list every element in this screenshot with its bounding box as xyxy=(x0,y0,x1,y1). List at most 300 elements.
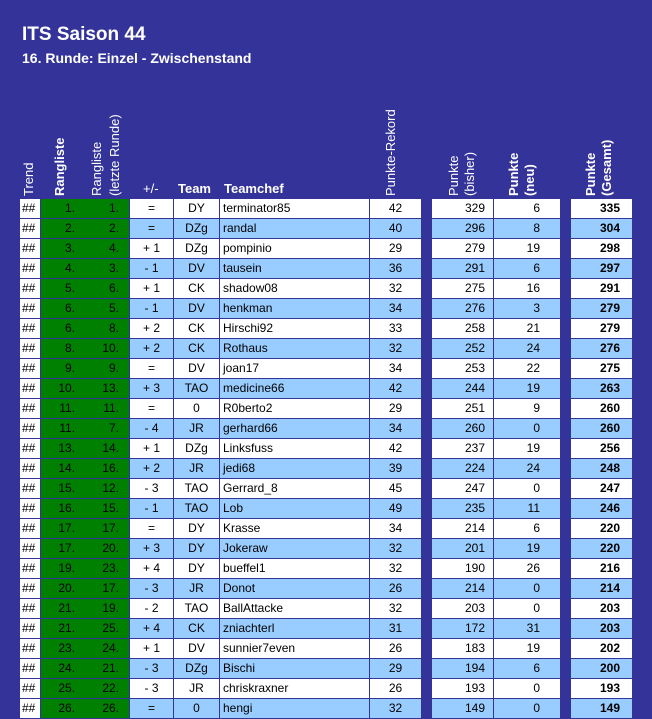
cell-bisher: 194 xyxy=(432,659,493,678)
cell-bisher: 214 xyxy=(432,519,493,538)
cell-trend: ## xyxy=(20,419,40,438)
table-row xyxy=(0,559,652,579)
cell-rank: 13. xyxy=(41,439,83,458)
table-row xyxy=(0,619,652,639)
cell-pm: - 3 xyxy=(130,479,173,498)
cell-prev: 14. xyxy=(83,439,129,458)
cell-rekord: 26 xyxy=(370,639,421,658)
table-row xyxy=(0,659,652,679)
cell-rekord: 32 xyxy=(370,699,421,718)
header-gesamt-1: Punkte xyxy=(583,152,598,196)
cell-team: TAO xyxy=(174,599,219,618)
cell-neu: 9 xyxy=(494,399,560,418)
cell-rank: 24. xyxy=(41,659,83,678)
cell-rank: 21. xyxy=(41,599,83,618)
cell-prev: 5. xyxy=(83,299,129,318)
header-rangliste: Rangliste xyxy=(52,137,67,196)
cell-trend: ## xyxy=(20,519,40,538)
cell-gesamt: 202 xyxy=(571,639,632,658)
cell-pm: + 4 xyxy=(130,619,173,638)
cell-prev: 19. xyxy=(83,599,129,618)
table-row xyxy=(0,319,652,339)
cell-neu: 0 xyxy=(494,579,560,598)
cell-rank: 23. xyxy=(41,639,83,658)
cell-bisher: 201 xyxy=(432,539,493,558)
table-row xyxy=(0,359,652,379)
table-row xyxy=(0,199,652,219)
cell-chef: sunnier7even xyxy=(220,639,369,658)
table-row xyxy=(0,539,652,559)
cell-prev: 17. xyxy=(83,519,129,538)
cell-trend: ## xyxy=(20,539,40,558)
header-bisher-2: (bisher) xyxy=(462,151,477,196)
table-row xyxy=(0,599,652,619)
cell-bisher: 172 xyxy=(432,619,493,638)
cell-trend: ## xyxy=(20,259,40,278)
cell-bisher: 190 xyxy=(432,559,493,578)
cell-team: CK xyxy=(174,339,219,358)
cell-gesamt: 279 xyxy=(571,299,632,318)
cell-team: TAO xyxy=(174,379,219,398)
cell-rank: 15. xyxy=(41,479,83,498)
cell-team: CK xyxy=(174,279,219,298)
cell-prev: 8. xyxy=(83,319,129,338)
cell-prev: 1. xyxy=(83,199,129,218)
cell-prev: 20. xyxy=(83,539,129,558)
cell-trend: ## xyxy=(20,619,40,638)
cell-bisher: 193 xyxy=(432,679,493,698)
cell-prev: 22. xyxy=(83,679,129,698)
cell-rank: 14. xyxy=(41,459,83,478)
cell-neu: 6 xyxy=(494,199,560,218)
cell-trend: ## xyxy=(20,699,40,718)
header-pm: +/- xyxy=(143,181,159,196)
cell-pm: + 4 xyxy=(130,559,173,578)
cell-team: DZg xyxy=(174,439,219,458)
cell-trend: ## xyxy=(20,199,40,218)
cell-gesamt: 335 xyxy=(571,199,632,218)
cell-pm: = xyxy=(130,399,173,418)
cell-chef: henkman xyxy=(220,299,369,318)
cell-gesamt: 216 xyxy=(571,559,632,578)
cell-rank: 16. xyxy=(41,499,83,518)
table-row xyxy=(0,259,652,279)
cell-neu: 0 xyxy=(494,599,560,618)
cell-rekord: 26 xyxy=(370,679,421,698)
cell-neu: 24 xyxy=(494,459,560,478)
cell-bisher: 237 xyxy=(432,439,493,458)
cell-rank: 17. xyxy=(41,519,83,538)
cell-trend: ## xyxy=(20,339,40,358)
cell-chef: Bischi xyxy=(220,659,369,678)
cell-gesamt: 193 xyxy=(571,679,632,698)
cell-gesamt: 203 xyxy=(571,619,632,638)
cell-gesamt: 248 xyxy=(571,459,632,478)
cell-team: CK xyxy=(174,319,219,338)
cell-prev: 4. xyxy=(83,239,129,258)
table-row xyxy=(0,639,652,659)
cell-trend: ## xyxy=(20,399,40,418)
cell-bisher: 258 xyxy=(432,319,493,338)
cell-pm: + 1 xyxy=(130,279,173,298)
cell-pm: + 1 xyxy=(130,239,173,258)
table-row xyxy=(0,219,652,239)
cell-chef: Jokeraw xyxy=(220,539,369,558)
cell-trend: ## xyxy=(20,499,40,518)
cell-rank: 19. xyxy=(41,559,83,578)
cell-pm: = xyxy=(130,199,173,218)
cell-rank: 3. xyxy=(41,239,83,258)
cell-chef: bueffel1 xyxy=(220,559,369,578)
cell-rank: 6. xyxy=(41,299,83,318)
cell-gesamt: 200 xyxy=(571,659,632,678)
cell-rekord: 34 xyxy=(370,359,421,378)
cell-chef: medicine66 xyxy=(220,379,369,398)
cell-rekord: 29 xyxy=(370,239,421,258)
table-row xyxy=(0,419,652,439)
cell-pm: - 3 xyxy=(130,579,173,598)
cell-pm: = xyxy=(130,359,173,378)
cell-gesamt: 291 xyxy=(571,279,632,298)
cell-team: DZg xyxy=(174,659,219,678)
cell-pm: - 3 xyxy=(130,659,173,678)
cell-neu: 11 xyxy=(494,499,560,518)
cell-chef: gerhard66 xyxy=(220,419,369,438)
cell-pm: - 1 xyxy=(130,259,173,278)
cell-neu: 26 xyxy=(494,559,560,578)
page-title: ITS Saison 44 xyxy=(22,24,146,45)
cell-chef: shadow08 xyxy=(220,279,369,298)
cell-prev: 15. xyxy=(83,499,129,518)
cell-pm: + 3 xyxy=(130,539,173,558)
cell-pm: = xyxy=(130,699,173,718)
cell-bisher: 296 xyxy=(432,219,493,238)
header-neu-2: (neu) xyxy=(522,164,537,196)
table-row xyxy=(0,579,652,599)
cell-pm: + 1 xyxy=(130,439,173,458)
cell-bisher: 291 xyxy=(432,259,493,278)
cell-pm: + 2 xyxy=(130,459,173,478)
cell-team: TAO xyxy=(174,499,219,518)
cell-trend: ## xyxy=(20,479,40,498)
cell-rekord: 49 xyxy=(370,499,421,518)
cell-bisher: 260 xyxy=(432,419,493,438)
cell-rekord: 34 xyxy=(370,419,421,438)
cell-bisher: 235 xyxy=(432,499,493,518)
cell-gesamt: 220 xyxy=(571,519,632,538)
cell-neu: 21 xyxy=(494,319,560,338)
header-neu-1: Punkte xyxy=(506,152,521,196)
cell-chef: pompinio xyxy=(220,239,369,258)
cell-gesamt: 276 xyxy=(571,339,632,358)
cell-rank: 26. xyxy=(41,699,83,718)
cell-pm: + 2 xyxy=(130,319,173,338)
cell-rekord: 32 xyxy=(370,339,421,358)
table-row xyxy=(0,479,652,499)
cell-rank: 4. xyxy=(41,259,83,278)
cell-team: DV xyxy=(174,299,219,318)
cell-bisher: 203 xyxy=(432,599,493,618)
cell-chef: Gerrard_8 xyxy=(220,479,369,498)
cell-neu: 19 xyxy=(494,539,560,558)
cell-team: JR xyxy=(174,419,219,438)
cell-bisher: 329 xyxy=(432,199,493,218)
cell-bisher: 244 xyxy=(432,379,493,398)
cell-team: TAO xyxy=(174,479,219,498)
cell-prev: 26. xyxy=(83,699,129,718)
cell-rekord: 32 xyxy=(370,539,421,558)
header-bisher-1: Punkte xyxy=(446,155,461,196)
cell-gesamt: 304 xyxy=(571,219,632,238)
cell-chef: BallAttacke xyxy=(220,599,369,618)
cell-trend: ## xyxy=(20,299,40,318)
table-row xyxy=(0,279,652,299)
cell-neu: 16 xyxy=(494,279,560,298)
cell-chef: Rothaus xyxy=(220,339,369,358)
cell-rank: 1. xyxy=(41,199,83,218)
cell-chef: Donot xyxy=(220,579,369,598)
cell-rekord: 32 xyxy=(370,599,421,618)
cell-rank: 25. xyxy=(41,679,83,698)
cell-bisher: 253 xyxy=(432,359,493,378)
cell-rekord: 42 xyxy=(370,199,421,218)
cell-trend: ## xyxy=(20,319,40,338)
cell-trend: ## xyxy=(20,239,40,258)
cell-chef: chriskraxner xyxy=(220,679,369,698)
cell-team: CK xyxy=(174,619,219,638)
cell-trend: ## xyxy=(20,219,40,238)
cell-rank: 10. xyxy=(41,379,83,398)
cell-chef: Hirschi92 xyxy=(220,319,369,338)
header-gesamt-2: (Gesamt) xyxy=(599,139,614,196)
cell-trend: ## xyxy=(20,599,40,618)
cell-pm: = xyxy=(130,219,173,238)
cell-gesamt: 256 xyxy=(571,439,632,458)
cell-gesamt: 260 xyxy=(571,399,632,418)
cell-gesamt: 260 xyxy=(571,419,632,438)
cell-pm: - 2 xyxy=(130,599,173,618)
cell-neu: 8 xyxy=(494,219,560,238)
cell-gesamt: 263 xyxy=(571,379,632,398)
cell-bisher: 183 xyxy=(432,639,493,658)
cell-team: DV xyxy=(174,359,219,378)
cell-rank: 5. xyxy=(41,279,83,298)
cell-rekord: 39 xyxy=(370,459,421,478)
cell-pm: - 4 xyxy=(130,419,173,438)
cell-neu: 0 xyxy=(494,699,560,718)
cell-trend: ## xyxy=(20,379,40,398)
cell-prev: 9. xyxy=(83,359,129,378)
table-row xyxy=(0,459,652,479)
cell-chef: terminator85 xyxy=(220,199,369,218)
table-row xyxy=(0,439,652,459)
header-team: Team xyxy=(178,181,211,196)
cell-neu: 19 xyxy=(494,439,560,458)
cell-pm: = xyxy=(130,519,173,538)
table-row xyxy=(0,699,652,719)
cell-neu: 6 xyxy=(494,659,560,678)
cell-pm: + 2 xyxy=(130,339,173,358)
header-trend: Trend xyxy=(21,162,36,196)
cell-neu: 6 xyxy=(494,259,560,278)
cell-trend: ## xyxy=(20,559,40,578)
header-rekord: Punkte-Rekord xyxy=(383,109,398,196)
cell-prev: 12. xyxy=(83,479,129,498)
cell-prev: 2. xyxy=(83,219,129,238)
table-row xyxy=(0,239,652,259)
cell-rekord: 42 xyxy=(370,439,421,458)
cell-rekord: 45 xyxy=(370,479,421,498)
cell-neu: 3 xyxy=(494,299,560,318)
cell-chef: Linksfuss xyxy=(220,439,369,458)
cell-prev: 21. xyxy=(83,659,129,678)
cell-prev: 17. xyxy=(83,579,129,598)
cell-prev: 16. xyxy=(83,459,129,478)
cell-rank: 11. xyxy=(41,399,83,418)
cell-prev: 7. xyxy=(83,419,129,438)
cell-chef: jedi68 xyxy=(220,459,369,478)
cell-rekord: 33 xyxy=(370,319,421,338)
cell-pm: + 3 xyxy=(130,379,173,398)
table-row xyxy=(0,379,652,399)
cell-neu: 0 xyxy=(494,419,560,438)
cell-chef: R0berto2 xyxy=(220,399,369,418)
table-row xyxy=(0,679,652,699)
cell-rekord: 32 xyxy=(370,559,421,578)
cell-rank: 2. xyxy=(41,219,83,238)
cell-chef: randal xyxy=(220,219,369,238)
cell-bisher: 149 xyxy=(432,699,493,718)
cell-rekord: 34 xyxy=(370,299,421,318)
cell-pm: - 1 xyxy=(130,299,173,318)
cell-gesamt: 214 xyxy=(571,579,632,598)
cell-trend: ## xyxy=(20,359,40,378)
cell-chef: zniachterl xyxy=(220,619,369,638)
cell-neu: 6 xyxy=(494,519,560,538)
table-row xyxy=(0,339,652,359)
cell-rekord: 29 xyxy=(370,659,421,678)
cell-rank: 6. xyxy=(41,319,83,338)
cell-trend: ## xyxy=(20,439,40,458)
cell-neu: 19 xyxy=(494,379,560,398)
cell-gesamt: 275 xyxy=(571,359,632,378)
cell-rank: 20. xyxy=(41,579,83,598)
header-teamchef: Teamchef xyxy=(224,181,284,196)
cell-gesamt: 246 xyxy=(571,499,632,518)
cell-prev: 11. xyxy=(83,399,129,418)
cell-bisher: 251 xyxy=(432,399,493,418)
cell-bisher: 247 xyxy=(432,479,493,498)
cell-neu: 24 xyxy=(494,339,560,358)
cell-prev: 23. xyxy=(83,559,129,578)
cell-trend: ## xyxy=(20,459,40,478)
table-row xyxy=(0,399,652,419)
cell-team: 0 xyxy=(174,699,219,718)
cell-prev: 13. xyxy=(83,379,129,398)
cell-prev: 24. xyxy=(83,639,129,658)
cell-trend: ## xyxy=(20,579,40,598)
cell-neu: 19 xyxy=(494,239,560,258)
cell-chef: Lob xyxy=(220,499,369,518)
cell-bisher: 224 xyxy=(432,459,493,478)
cell-neu: 31 xyxy=(494,619,560,638)
cell-bisher: 279 xyxy=(432,239,493,258)
cell-prev: 3. xyxy=(83,259,129,278)
cell-prev: 6. xyxy=(83,279,129,298)
cell-gesamt: 298 xyxy=(571,239,632,258)
cell-gesamt: 297 xyxy=(571,259,632,278)
cell-gesamt: 220 xyxy=(571,539,632,558)
cell-bisher: 275 xyxy=(432,279,493,298)
cell-chef: joan17 xyxy=(220,359,369,378)
cell-bisher: 252 xyxy=(432,339,493,358)
cell-rank: 21. xyxy=(41,619,83,638)
cell-rekord: 40 xyxy=(370,219,421,238)
cell-neu: 22 xyxy=(494,359,560,378)
cell-bisher: 276 xyxy=(432,299,493,318)
cell-neu: 0 xyxy=(494,679,560,698)
cell-prev: 10. xyxy=(83,339,129,358)
cell-gesamt: 203 xyxy=(571,599,632,618)
table-row xyxy=(0,299,652,319)
cell-pm: - 1 xyxy=(130,499,173,518)
cell-rekord: 42 xyxy=(370,379,421,398)
cell-trend: ## xyxy=(20,279,40,298)
cell-neu: 19 xyxy=(494,639,560,658)
cell-team: DY xyxy=(174,559,219,578)
cell-team: DV xyxy=(174,639,219,658)
cell-rank: 11. xyxy=(41,419,83,438)
cell-team: 0 xyxy=(174,399,219,418)
cell-team: DY xyxy=(174,519,219,538)
cell-rank: 17. xyxy=(41,539,83,558)
cell-rank: 9. xyxy=(41,359,83,378)
cell-rekord: 26 xyxy=(370,579,421,598)
cell-neu: 0 xyxy=(494,479,560,498)
cell-gesamt: 247 xyxy=(571,479,632,498)
cell-trend: ## xyxy=(20,639,40,658)
cell-rekord: 36 xyxy=(370,259,421,278)
cell-bisher: 214 xyxy=(432,579,493,598)
cell-chef: hengi xyxy=(220,699,369,718)
table-row xyxy=(0,519,652,539)
cell-rank: 8. xyxy=(41,339,83,358)
cell-team: DY xyxy=(174,539,219,558)
header-rangliste-prev-1: Rangliste xyxy=(89,141,104,196)
cell-prev: 25. xyxy=(83,619,129,638)
cell-rekord: 34 xyxy=(370,519,421,538)
page-subtitle: 16. Runde: Einzel - Zwischenstand xyxy=(22,50,252,66)
table-row xyxy=(0,499,652,519)
cell-pm: - 3 xyxy=(130,679,173,698)
header-rangliste-prev-2: (letzte Runde) xyxy=(107,114,122,196)
cell-team: JR xyxy=(174,579,219,598)
cell-rekord: 29 xyxy=(370,399,421,418)
cell-team: DV xyxy=(174,259,219,278)
cell-trend: ## xyxy=(20,679,40,698)
cell-chef: tausein xyxy=(220,259,369,278)
cell-rekord: 31 xyxy=(370,619,421,638)
cell-team: JR xyxy=(174,459,219,478)
cell-pm: + 1 xyxy=(130,639,173,658)
cell-rekord: 32 xyxy=(370,279,421,298)
cell-chef: Krasse xyxy=(220,519,369,538)
cell-team: DZg xyxy=(174,219,219,238)
cell-team: DY xyxy=(174,199,219,218)
cell-gesamt: 279 xyxy=(571,319,632,338)
cell-team: JR xyxy=(174,679,219,698)
cell-trend: ## xyxy=(20,659,40,678)
